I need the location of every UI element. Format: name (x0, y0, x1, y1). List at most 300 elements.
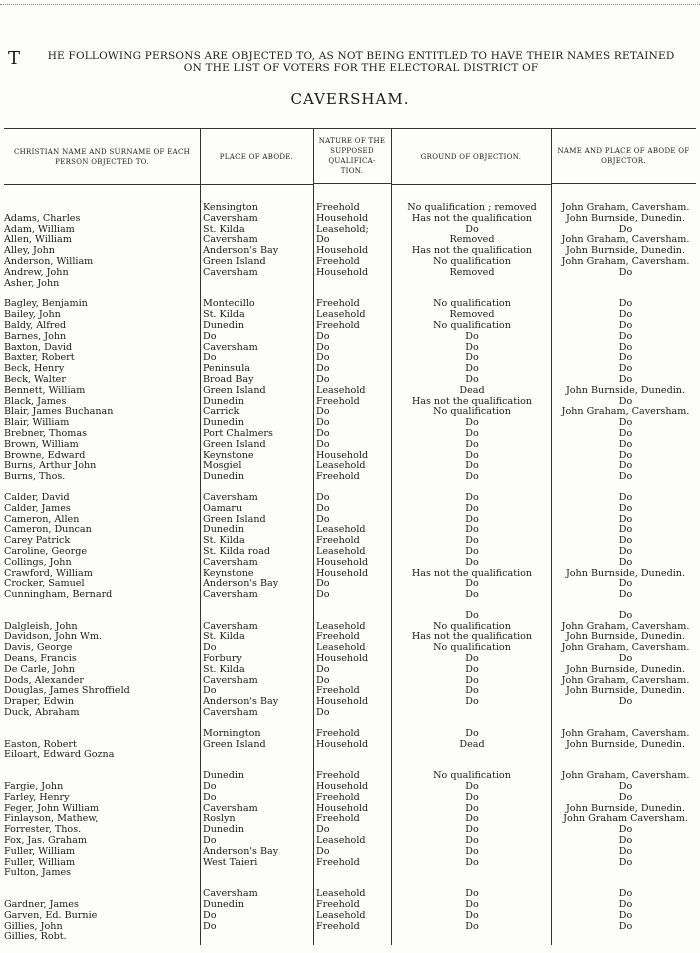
ground-of-objection: Do (465, 846, 479, 857)
place-of-abode: Do (203, 331, 217, 342)
ground-of-objection: No qualification (433, 256, 511, 267)
table-row (4, 493, 696, 504)
objector: Do (618, 536, 633, 547)
person-name: Baldy, Alfred (4, 320, 67, 331)
person-name: Caroline, George (4, 546, 88, 557)
ground-of-objection: Do (465, 450, 479, 461)
ground-of-objection: No qualification (433, 771, 511, 782)
qualification: Leasehold (316, 621, 366, 632)
qualification: Do (316, 514, 330, 525)
table-row (4, 451, 696, 462)
ground-of-objection: Do (465, 439, 479, 450)
objector: John Graham, Caversham. (561, 771, 690, 782)
ground-of-objection: Do (465, 353, 479, 364)
header-name (4, 129, 200, 185)
objector: Do (618, 825, 633, 836)
table-row (4, 836, 696, 847)
place-of-abode: Do (203, 353, 217, 364)
qualification: Freehold (316, 299, 360, 310)
table-row (4, 932, 696, 943)
ground-of-objection: Do (465, 686, 479, 697)
person-name: Bailey, John (4, 310, 61, 321)
person-name: Bagley, Benjamin (4, 299, 88, 310)
person-name: Baxter, Robert (4, 353, 75, 364)
person-name: Deans, Francis (4, 654, 77, 665)
person-name: Barnes, John (4, 331, 67, 342)
qualification: Leasehold (316, 643, 366, 654)
place-of-abode: Dunedin (203, 418, 245, 429)
qualification: Do (316, 846, 330, 857)
table-row (4, 386, 696, 397)
header-qualification (313, 129, 391, 184)
qualification: Household (316, 739, 369, 750)
qualification: Leasehold (316, 461, 366, 472)
qualification: Leasehold; (316, 224, 369, 235)
person-name: Brebner, Thomas (4, 428, 88, 439)
qualification: Do (316, 492, 330, 503)
table-row (4, 825, 696, 836)
person-name: Forrester, Thos. (4, 825, 82, 836)
objector: Do (618, 546, 633, 557)
place-of-abode: Peninsula (203, 364, 251, 375)
letter-group (4, 611, 696, 719)
objector: Do (618, 654, 633, 665)
table-row (4, 257, 696, 268)
ground-of-objection: Do (465, 664, 479, 675)
qualification: Do (316, 374, 330, 385)
district-title: CAVERSHAM. (290, 90, 410, 108)
table-row (4, 310, 696, 321)
qualification: Freehold (316, 900, 360, 911)
header-ground-label: GROUND OF OBJECTION. (420, 152, 522, 161)
table-row (4, 697, 696, 708)
objector: Do (618, 492, 633, 503)
objector: John Graham, Caversham. (561, 203, 690, 213)
table-row (4, 299, 696, 310)
qualification: Freehold (316, 472, 360, 483)
qualification: Freehold (316, 728, 360, 739)
place-of-abode: Port Chalmers (203, 428, 273, 439)
place-of-abode: Do (203, 782, 217, 793)
person-name: Baxton, David (4, 342, 73, 353)
table-row (4, 611, 696, 622)
ground-of-objection: Do (465, 610, 479, 621)
objector: Do (618, 889, 633, 900)
objector: Do (618, 299, 633, 310)
objector: Do (618, 697, 633, 708)
objector: Do (618, 428, 633, 439)
place-of-abode: Caversham (203, 803, 258, 814)
ground-of-objection: No qualification (433, 643, 511, 654)
qualification: Freehold (316, 814, 360, 825)
qualification: Do (316, 428, 330, 439)
ground-of-objection: Do (465, 803, 479, 814)
qualification: Freehold (316, 320, 360, 331)
ground-of-objection: Do (465, 590, 479, 601)
ground-of-objection: Do (465, 525, 479, 536)
person-name: Eiloart, Edward Gozna (4, 750, 115, 761)
person-name: Davis, George (4, 643, 73, 654)
qualification: Household (316, 568, 369, 579)
place-of-abode: Dunedin (203, 320, 245, 331)
ground-of-objection: Do (465, 825, 479, 836)
table-row (4, 203, 696, 214)
place-of-abode: St. Kilda (203, 536, 245, 547)
table-row (4, 708, 696, 719)
qualification: Household (316, 213, 369, 224)
objector: Do (618, 472, 633, 483)
objector: Do (618, 579, 633, 590)
table-row (4, 332, 696, 343)
ground-of-objection: Has not the qualification (411, 568, 533, 579)
top-rule (0, 4, 700, 5)
objector: Do (618, 857, 633, 868)
ground-of-objection: No qualification (433, 299, 511, 310)
ground-of-objection: Do (465, 472, 479, 483)
place-of-abode: Keynstone (203, 568, 254, 579)
ground-of-objection: Do (465, 889, 479, 900)
ground-of-objection: No qualification ; removed (407, 203, 537, 213)
objector: Do (618, 267, 633, 278)
objector: John Graham, Caversham. (561, 235, 690, 246)
objector: Do (618, 364, 633, 375)
ground-of-objection: Do (465, 836, 479, 847)
place-of-abode: Do (203, 910, 217, 921)
ground-of-objection: Removed (449, 310, 495, 321)
qualification: Leasehold (316, 889, 366, 900)
place-of-abode: Anderson's Bay (203, 579, 279, 590)
ground-of-objection: Do (465, 728, 479, 739)
place-of-abode: Green Island (203, 256, 266, 267)
person-name: Feger, John William (4, 803, 100, 814)
place-of-abode: Anderson's Bay (203, 697, 279, 708)
objector: John Graham, Caversham. (561, 621, 690, 632)
objector: John Burnside, Dunedin. (565, 632, 686, 643)
place-of-abode: Anderson's Bay (203, 246, 279, 257)
place-of-abode: St. Kilda (203, 310, 245, 321)
place-of-abode: Dunedin (203, 472, 245, 483)
header-objector-label: NAME AND PLACE OF ABODE OF OBJECTOR. (557, 147, 690, 165)
place-of-abode: Caversham (203, 213, 258, 224)
person-name: Andrew, John (4, 267, 69, 278)
place-of-abode: Caversham (203, 621, 258, 632)
table-row (4, 771, 696, 782)
table-body (4, 203, 696, 953)
qualification: Leasehold (316, 910, 366, 921)
table-row (4, 375, 696, 386)
qualification: Freehold (316, 396, 360, 407)
header-ground (391, 129, 551, 185)
table-row (4, 225, 696, 236)
place-of-abode: Dunedin (203, 900, 245, 911)
place-of-abode: St. Kilda road (203, 546, 270, 557)
objector: Do (618, 320, 633, 331)
table-row (4, 343, 696, 354)
ground-of-objection: Has not the qualification (411, 246, 533, 257)
heading-line-2: ON THE LIST OF VOTERS FOR THE ELECTORAL DISTRICT OF (183, 62, 539, 74)
ground-of-objection: Do (465, 418, 479, 429)
objector: Do (618, 782, 633, 793)
person-name: Alley, John (4, 246, 55, 257)
place-of-abode: Caversham (203, 675, 258, 686)
table-row (4, 321, 696, 332)
objector: John Graham, Caversham. (561, 643, 690, 654)
objector: Do (618, 525, 633, 536)
place-of-abode: Caversham (203, 342, 258, 353)
objector: Do (618, 514, 633, 525)
ground-of-objection: Do (465, 546, 479, 557)
place-of-abode: St. Kilda (203, 224, 245, 235)
table-row (4, 643, 696, 654)
qualification: Do (316, 825, 330, 836)
place-of-abode: St. Kilda (203, 632, 245, 643)
qualification: Household (316, 803, 369, 814)
table-row (4, 504, 696, 515)
objector: John Burnside, Dunedin. (565, 246, 686, 257)
person-name: Blair, William (4, 418, 70, 429)
objector: John Burnside, Dunedin. (565, 568, 686, 579)
place-of-abode: Green Island (203, 514, 266, 525)
letter-group (4, 203, 696, 289)
objector: Do (618, 450, 633, 461)
objector: John Graham Caversham. (563, 814, 688, 825)
objector: Do (618, 418, 633, 429)
person-name: Crawford, William (4, 568, 93, 579)
table-row (4, 793, 696, 804)
heading-line-1: HE FOLLOWING PERSONS ARE OBJECTED TO, AS NOT BEING ENTITLED TO HAVE THEIR NAMES RETAINED (47, 50, 675, 62)
place-of-abode: Kensington (203, 203, 258, 213)
person-name: Gardner, James (4, 900, 79, 911)
ground-of-objection: Do (465, 492, 479, 503)
ground-of-objection: Has not the qualification (411, 213, 533, 224)
objector: Do (618, 439, 633, 450)
ground-of-objection: Do (465, 675, 479, 686)
qualification: Household (316, 246, 369, 257)
ground-of-objection: Do (465, 900, 479, 911)
qualification: Freehold (316, 536, 360, 547)
person-name: Fuller, William (4, 846, 76, 857)
ground-of-objection: No qualification (433, 407, 511, 418)
qualification: Do (316, 353, 330, 364)
person-name: Asher, John (4, 278, 60, 289)
qualification: Freehold (316, 921, 360, 932)
table-row (4, 782, 696, 793)
ground-of-objection: No qualification (433, 621, 511, 632)
objector: John Burnside, Dunedin. (565, 213, 686, 224)
person-name: Douglas, James Shroffield (4, 686, 130, 697)
table-row (4, 461, 696, 472)
qualification: Do (316, 364, 330, 375)
qualification: Do (316, 407, 330, 418)
person-name: Draper, Edwin (4, 697, 75, 708)
place-of-abode: Caversham (203, 889, 258, 900)
place-of-abode: Keynstone (203, 450, 254, 461)
table-row (4, 740, 696, 751)
place-of-abode: Caversham (203, 267, 258, 278)
objector: Do (618, 461, 633, 472)
objector: Do (618, 310, 633, 321)
ground-of-objection: Do (465, 910, 479, 921)
table-row (4, 847, 696, 858)
ground-of-objection: Do (465, 697, 479, 708)
header-abode-label: PLACE OF ABODE. (219, 152, 294, 161)
person-name: Carey Patrick (4, 536, 71, 547)
place-of-abode: Dunedin (203, 825, 245, 836)
place-of-abode: Caversham (203, 492, 258, 503)
header-objector (551, 129, 696, 184)
person-name: Farley, Henry (4, 792, 70, 803)
place-of-abode: Broad Bay (203, 374, 254, 385)
person-name: Cameron, Allen (4, 514, 80, 525)
qualification: Freehold (316, 771, 360, 782)
objector: Do (618, 846, 633, 857)
person-name: De Carle, John (4, 664, 75, 675)
ground-of-objection: Do (465, 792, 479, 803)
letter-group (4, 889, 696, 943)
objector: Do (618, 900, 633, 911)
objector: Do (618, 610, 633, 621)
letter-group (4, 771, 696, 879)
person-name: Easton, Robert (4, 739, 77, 750)
ground-of-objection: Do (465, 579, 479, 590)
objector: Do (618, 396, 633, 407)
objector: John Burnside, Dunedin. (565, 739, 686, 750)
table-row (4, 750, 696, 761)
drop-cap: T (8, 48, 21, 69)
objector: Do (618, 503, 633, 514)
place-of-abode: Green Island (203, 439, 266, 450)
person-name: Cunningham, Bernard (4, 590, 113, 601)
qualification: Freehold (316, 857, 360, 868)
letter-group (4, 493, 696, 601)
table-row (4, 922, 696, 933)
person-name: Fulton, James (4, 868, 72, 879)
person-name: Collings, John (4, 557, 72, 568)
person-name: Gillies, Robt. (4, 932, 67, 943)
ground-of-objection: Removed (449, 235, 495, 246)
person-name: Dods, Alexander (4, 675, 85, 686)
table-row (4, 279, 696, 290)
objector: John Graham, Caversham. (561, 728, 690, 739)
objector: Do (618, 374, 633, 385)
objection-table (4, 128, 696, 945)
qualification: Do (316, 342, 330, 353)
qualification: Freehold (316, 792, 360, 803)
person-name: Beck, Walter (4, 374, 66, 385)
place-of-abode: Dunedin (203, 525, 245, 536)
place-of-abode: Anderson's Bay (203, 846, 279, 857)
place-of-abode: Dunedin (203, 771, 245, 782)
table-row (4, 569, 696, 580)
place-of-abode: Do (203, 643, 217, 654)
ground-of-objection: Do (465, 364, 479, 375)
ground-of-objection: Do (465, 921, 479, 932)
qualification: Household (316, 654, 369, 665)
objector: Do (618, 792, 633, 803)
ground-of-objection: Removed (449, 267, 495, 278)
qualification: Do (316, 664, 330, 675)
person-name: Brown, William (4, 439, 79, 450)
ground-of-objection: Do (465, 782, 479, 793)
header-name-label: CHRISTIAN NAME AND SURNAME OF EACH PERSON OBJECTED TO. (13, 147, 191, 166)
place-of-abode: Oamaru (203, 503, 243, 514)
qualification: Household (316, 782, 369, 793)
qualification: Do (316, 675, 330, 686)
person-name: Garven, Ed. Burnie (4, 910, 98, 921)
table-row (4, 558, 696, 569)
table-row (4, 911, 696, 922)
place-of-abode: Do (203, 686, 217, 697)
objector: Do (618, 921, 633, 932)
table-row (4, 814, 696, 825)
qualification: Do (316, 418, 330, 429)
ground-of-objection: Do (465, 461, 479, 472)
place-of-abode: Do (203, 836, 217, 847)
table-row (4, 429, 696, 440)
table-row (4, 900, 696, 911)
table-row (4, 407, 696, 418)
objector: Do (618, 224, 633, 235)
objector: Do (618, 353, 633, 364)
document-heading (0, 50, 700, 74)
ground-of-objection: Do (465, 536, 479, 547)
table-row (4, 440, 696, 451)
person-name: Fuller, William (4, 857, 76, 868)
person-name: Finlayson, Mathew, (4, 814, 99, 825)
ground-of-objection: Has not the qualification (411, 632, 533, 643)
person-name: Anderson, William (4, 256, 94, 267)
ground-of-objection: Do (465, 503, 479, 514)
person-name: Black, James (4, 396, 67, 407)
ground-of-objection: Do (465, 342, 479, 353)
person-name: Burns, Thos. (4, 472, 66, 483)
table-row (4, 686, 696, 697)
header-abode (200, 129, 313, 185)
table-row (4, 804, 696, 815)
qualification: Do (316, 590, 330, 601)
objector: Do (618, 331, 633, 342)
place-of-abode: Caversham (203, 590, 258, 601)
table-row (4, 622, 696, 633)
person-name: Adam, William (4, 224, 75, 235)
table-row (4, 665, 696, 676)
person-name: Adams, Charles (4, 213, 81, 224)
objector: Do (618, 590, 633, 601)
qualification: Household (316, 450, 369, 461)
ground-of-objection: Do (465, 857, 479, 868)
qualification: Freehold (316, 686, 360, 697)
ground-of-objection: Do (465, 814, 479, 825)
qualification: Do (316, 503, 330, 514)
table-row (4, 364, 696, 375)
table-row (4, 868, 696, 879)
place-of-abode: Montecillo (203, 299, 255, 310)
table-row (4, 654, 696, 665)
qualification: Leasehold (316, 385, 366, 396)
person-name: Duck, Abraham (4, 708, 80, 719)
qualification: Leasehold (316, 546, 366, 557)
place-of-abode: Mosgiel (203, 461, 242, 472)
objector: Do (618, 910, 633, 921)
ground-of-objection: Dead (459, 385, 485, 396)
ground-of-objection: Has not the qualification (411, 396, 533, 407)
table-row (4, 632, 696, 643)
ground-of-objection: Do (465, 224, 479, 235)
place-of-abode: West Taieri (203, 857, 258, 868)
table-row (4, 246, 696, 257)
person-name: Gillies, John (4, 921, 63, 932)
qualification: Freehold (316, 256, 360, 267)
